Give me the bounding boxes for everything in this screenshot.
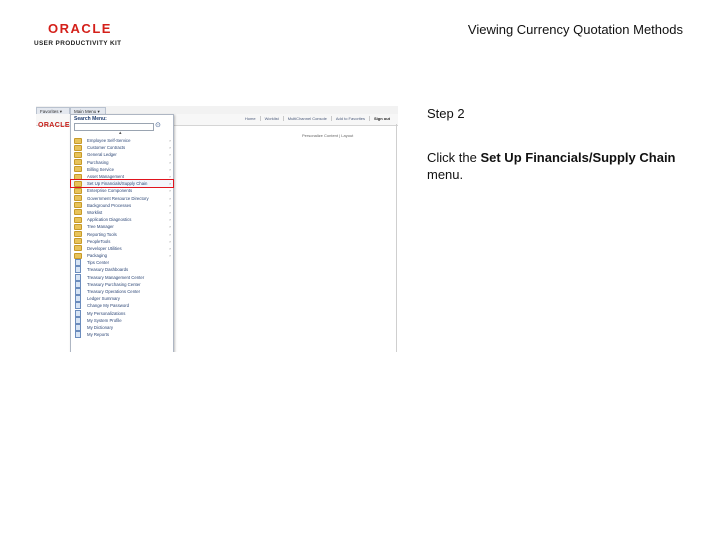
page-icon	[75, 295, 81, 302]
menu-item-label: General Ledger	[87, 152, 117, 158]
search-menu-input[interactable]	[74, 123, 154, 131]
folder-icon	[74, 145, 82, 151]
menu-item[interactable]	[71, 137, 173, 144]
chevron-right-icon: ›	[169, 238, 171, 244]
menu-item[interactable]	[71, 230, 173, 237]
logo-wordmark: ORACLE	[48, 21, 112, 36]
page-icon	[75, 266, 81, 273]
chevron-up-icon[interactable]: ▴	[119, 130, 122, 136]
menu-item[interactable]	[71, 159, 173, 166]
folder-icon	[74, 188, 82, 194]
tab-favorites[interactable]: Favorites ▾	[36, 107, 70, 115]
chevron-right-icon: ›	[169, 209, 171, 215]
menu-item-label: Packaging	[87, 253, 108, 259]
menu-item-label: Employee Self-Service	[87, 138, 131, 144]
page-icon	[75, 317, 81, 324]
menu-item[interactable]	[71, 317, 173, 324]
personalize-links[interactable]: Personalize Content | Layout	[302, 133, 354, 138]
folder-icon	[74, 224, 82, 230]
menu-item-label: Change My Password	[87, 303, 130, 309]
menu-item-label: My Personalizations	[87, 310, 126, 316]
menu-item[interactable]	[71, 187, 173, 194]
menu-item-label: Enterprise Components	[87, 188, 133, 194]
menu-item-label: My System Profile	[87, 317, 122, 323]
chevron-right-icon: ›	[169, 145, 171, 151]
menu-item-label: Ledger Summary	[87, 296, 120, 302]
menu-item-label: Government Resource Directory	[87, 195, 149, 201]
instruction-prefix: Click the	[427, 150, 481, 165]
menu-item-label: Treasury Operations Center	[87, 289, 141, 295]
folder-icon	[74, 209, 82, 215]
chevron-right-icon: ›	[169, 159, 171, 165]
folder-icon	[74, 138, 82, 144]
step-instruction	[427, 149, 687, 183]
chevron-right-icon: ›	[169, 224, 171, 230]
chevron-right-icon: ›	[169, 138, 171, 144]
instruction-suffix: menu.	[427, 167, 464, 182]
home-link[interactable]: Home	[244, 116, 256, 121]
folder-icon	[74, 159, 82, 165]
page-icon	[75, 281, 81, 288]
logo-tagline: USER PRODUCTIVITY KIT	[34, 40, 122, 47]
menu-item-set-up-financials[interactable]	[71, 180, 173, 187]
chevron-right-icon: ›	[169, 217, 171, 223]
page-icon	[75, 302, 81, 309]
menu-item-label: Tree Manager	[87, 224, 114, 230]
tab-main-menu[interactable]: Main Menu ▾	[70, 107, 106, 115]
menu-item-label: Customer Contracts	[87, 145, 126, 151]
menu-item-label: My Dictionary	[87, 324, 114, 330]
folder-icon	[74, 202, 82, 208]
menu-item[interactable]	[71, 245, 173, 252]
menu-item[interactable]	[71, 166, 173, 173]
chevron-right-icon: ›	[169, 174, 171, 180]
menu-item-label: Developer Utilities	[87, 245, 122, 251]
application-screenshot	[36, 106, 398, 352]
menu-item[interactable]	[71, 266, 173, 273]
menu-item-label: Background Processes	[87, 202, 132, 208]
menu-item[interactable]	[71, 252, 173, 259]
menu-item-label: Set Up Financials/Supply Chain	[87, 181, 148, 187]
search-go-icon[interactable]: ⊙	[155, 122, 161, 129]
menu-item-label: Treasury Dashboards	[87, 267, 129, 273]
menu-items	[71, 137, 173, 338]
main-menu-dropdown	[70, 114, 174, 352]
search-menu-label: Search Menu:	[74, 116, 107, 122]
menu-item-label: PeopleTools	[87, 238, 111, 244]
menu-item[interactable]	[71, 281, 173, 288]
page-icon	[75, 288, 81, 295]
divider	[396, 124, 397, 352]
menu-item-label: Application Diagnostics	[87, 217, 132, 223]
chevron-right-icon: ›	[169, 166, 171, 172]
chevron-right-icon: ›	[169, 181, 171, 187]
folder-icon	[74, 166, 82, 172]
menu-item-label: Treasury Management Center	[87, 274, 145, 280]
menu-item[interactable]	[71, 209, 173, 216]
menu-item[interactable]	[71, 259, 173, 266]
folder-icon	[74, 181, 82, 187]
oracle-upk-logo	[34, 22, 126, 47]
chevron-right-icon: ›	[169, 195, 171, 201]
menu-item[interactable]	[71, 195, 173, 202]
menu-item[interactable]	[71, 238, 173, 245]
menu-item-label: Purchasing	[87, 159, 109, 165]
menu-item[interactable]	[71, 223, 173, 230]
chevron-right-icon: ›	[169, 245, 171, 251]
add-to-favorites-link[interactable]: Add to Favorites	[331, 116, 365, 121]
folder-icon	[74, 253, 82, 259]
menu-item-label: Asset Management	[87, 174, 125, 180]
menu-item-label: Worklist	[87, 209, 103, 215]
instruction-target: Set Up Financials/Supply Chain	[480, 150, 676, 165]
page-icon	[75, 310, 81, 317]
menu-item[interactable]	[71, 295, 173, 302]
menu-item[interactable]	[71, 288, 173, 295]
menu-item[interactable]	[71, 302, 173, 309]
folder-icon	[74, 152, 82, 158]
menu-item-label: Treasury Purchasing Center	[87, 281, 141, 287]
chevron-right-icon: ›	[169, 202, 171, 208]
multichannel-console-link[interactable]: MultiChannel Console	[283, 116, 327, 121]
page-icon	[75, 331, 81, 338]
menu-item-label: Tips Center	[87, 260, 110, 266]
sign-out-link[interactable]: Sign out	[369, 116, 390, 121]
menu-item[interactable]	[71, 173, 173, 180]
folder-icon	[74, 195, 82, 201]
chevron-right-icon: ›	[169, 253, 171, 259]
page-icon	[75, 324, 81, 331]
app-logo: ORACLE	[38, 122, 70, 129]
menu-item[interactable]	[71, 274, 173, 281]
menu-item-label: Reporting Tools	[87, 231, 117, 237]
menu-item[interactable]	[71, 202, 173, 209]
top-links	[241, 116, 390, 121]
step-label: Step 2	[427, 106, 465, 121]
folder-icon	[74, 174, 82, 180]
menu-item[interactable]	[71, 310, 173, 317]
chevron-right-icon: ›	[169, 188, 171, 194]
folder-icon	[74, 238, 82, 244]
slide-title: Viewing Currency Quotation Methods	[467, 22, 683, 37]
menu-item[interactable]	[71, 331, 173, 338]
worklist-link[interactable]: Worklist	[260, 116, 279, 121]
page-icon	[75, 274, 81, 281]
menu-item[interactable]	[71, 216, 173, 223]
menu-item[interactable]	[71, 324, 173, 331]
chevron-right-icon: ›	[169, 152, 171, 158]
folder-icon	[74, 231, 82, 237]
menu-item[interactable]	[71, 151, 173, 158]
folder-icon	[74, 217, 82, 223]
menu-item-label: My Reports	[87, 332, 109, 338]
folder-icon	[74, 245, 82, 251]
page-icon	[75, 259, 81, 266]
chevron-right-icon: ›	[169, 231, 171, 237]
menu-item-label: Billing Service	[87, 166, 114, 172]
menu-item[interactable]	[71, 144, 173, 151]
